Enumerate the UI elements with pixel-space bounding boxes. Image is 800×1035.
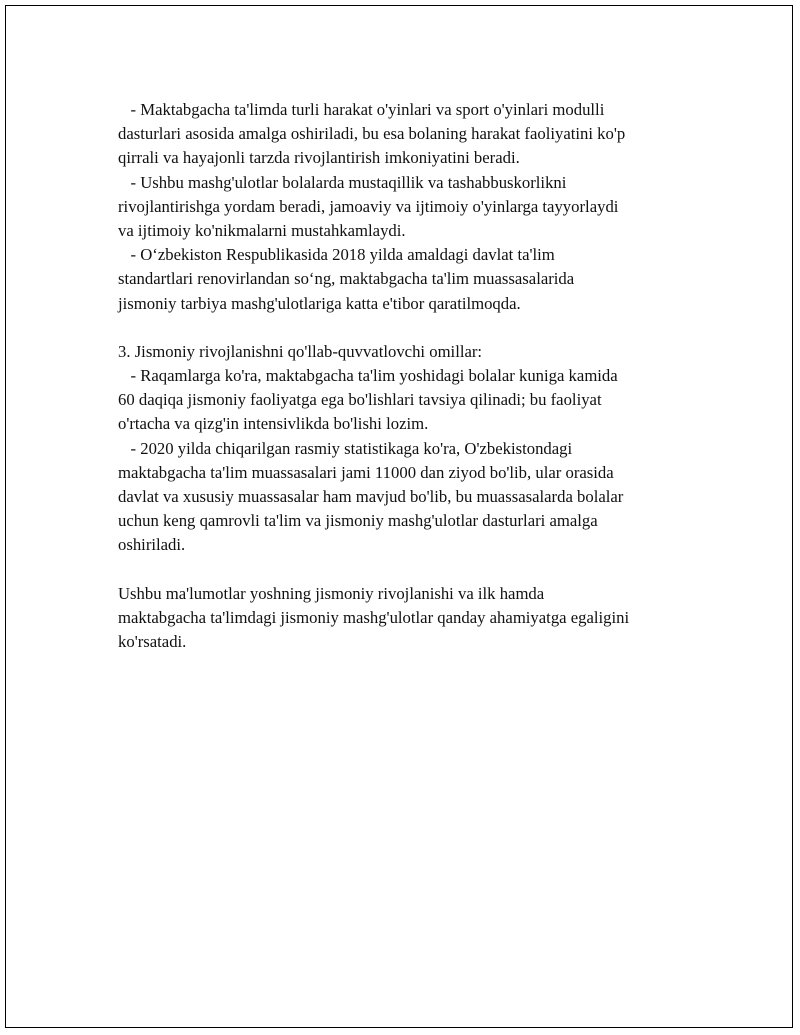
text-line: jismoniy tarbiya mashg'ulotlariga katta e'tibor qaratilmoqda.: [118, 293, 521, 313]
paragraph-group-3: [118, 582, 708, 655]
document-page: [5, 5, 793, 1028]
paragraph-group-1: [118, 98, 708, 316]
text-line: standartlari renovirlandan so‘ng, maktabgacha ta'lim muassasalarida: [118, 269, 575, 289]
text-line: ko'rsatadi.: [118, 632, 187, 652]
text-line: maktabgacha ta'lim muassasalari jami 11000 dan ziyod bo'lib, ular orasida: [118, 462, 614, 482]
document-body: [118, 98, 708, 654]
paragraph-gap: [118, 558, 708, 582]
text-line: qirrali va hayajonli tarzda rivojlantirish imkoniyatini beradi.: [118, 148, 520, 168]
text-line: maktabgacha ta'limdagi jismoniy mashg'ulotlar qanday ahamiyatga egaligini: [118, 607, 630, 627]
text-line: uchun keng qamrovli ta'lim va jismoniy mashg'ulotlar dasturlari amalga: [118, 511, 598, 531]
text-line: oshiriladi.: [118, 535, 186, 555]
text-line: davlat va xususiy muassasalar ham mavjud bo'lib, bu muassasalarda bolalar: [118, 487, 624, 506]
text-line: - Maktabgacha ta'limda turli harakat o'yinlari va sport o'yinlari modulli: [118, 100, 605, 119]
text-line: - O‘zbekiston Respublikasida 2018 yilda amaldagi davlat ta'lim: [118, 245, 555, 265]
text-line: 60 daqiqa jismoniy faoliyatga ega bo'lishlari tavsiya qilinadi; bu faoliyat: [118, 390, 602, 410]
section-heading: 3. Jismoniy rivojlanishni qo'llab-quvvatlovchi omillar:: [118, 341, 483, 361]
text-line: - Ushbu mashg'ulotlar bolalarda mustaqillik va tashabbuskorlikni: [118, 172, 567, 192]
text-line: va ijtimoiy ko'nikmalarni mustahkamlaydi.: [118, 220, 406, 240]
text-line: - Raqamlarga ko'ra, maktabgacha ta'lim yoshidagi bolalar kuniga kamida: [118, 366, 618, 386]
text-line: rivojlantirishga yordam beradi, jamoaviy va ijtimoiy o'yinlarga tayyorlaydi: [118, 196, 619, 216]
paragraph-gap: [118, 316, 708, 340]
text-line: Ushbu ma'lumotlar yoshning jismoniy rivojlanishi va ilk hamda: [118, 583, 545, 603]
text-line: dasturlari asosida amalga oshiriladi, bu esa bolaning harakat faoliyatini ko'p: [118, 124, 626, 144]
text-line: - 2020 yilda chiqarilgan rasmiy statistikaga ko'ra, O'zbekistondagi: [118, 438, 573, 458]
paragraph-group-2: [118, 340, 708, 558]
text-line: o'rtacha va qizg'in intensivlikda bo'lishi lozim.: [118, 414, 429, 434]
